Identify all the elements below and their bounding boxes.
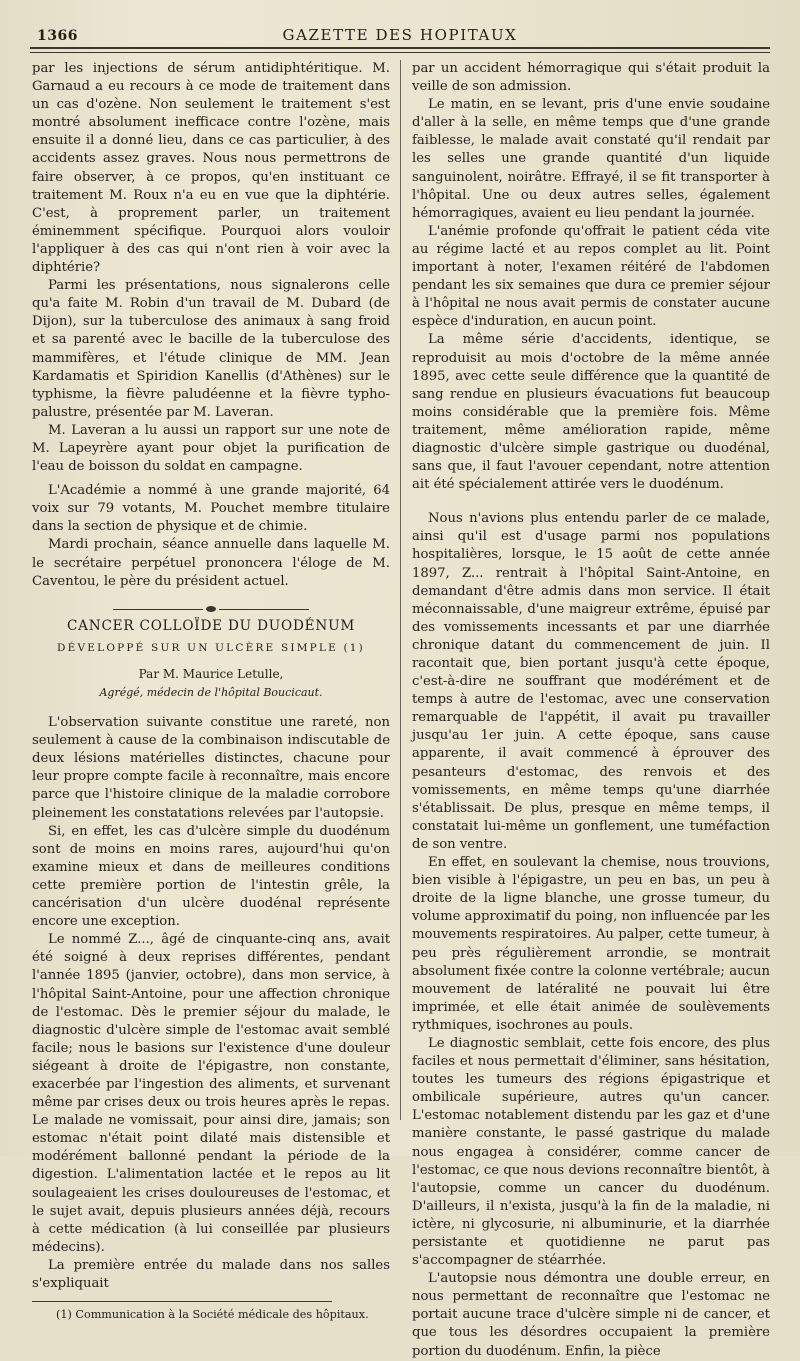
column-divider <box>400 60 401 1120</box>
paragraph: La même série d'accidents, identique, se reproduisit au mois d'octobre de la même année 1895, avec cette seule différence que la quantité de sang rendue en plusieurs évacuations fut beaucoup moins considérable que la première fois. Même traitement, même amélioration rapide, même diagnostic d'ulcère simple gastrique ou duodénal, sans que, il faut l'avouer cependant, notre attention ait été spécialement attirée vers le duodénum. <box>412 332 770 493</box>
paragraph: par les injections de sérum antidiphtéritique. M. Garnaud a eu recours à ce mode de traitement dans un cas d'ozène. Non seulement le traitement s'est montré absolument inefficace contre l'ozène, mais ensuite il a donné lieu, dans ce cas particulier, à des accidents assez graves. Nous nous permettrons de faire observer, à ce propos, qu'en instituant ce traitement M. Roux n'a eu en vue que la diphtérie. C'est, à proprement parler, un traitement éminemment spécifique. Pourquoi alors vouloir l'appliquer à des cas qui n'ont rien à voir avec la diphtérie? <box>32 61 390 276</box>
paragraph: En effet, en soulevant la chemise, nous trouvions, bien visible à l'épigastre, un peu en bas, un peu à droite de la ligne blanche, une grosse tumeur, du volume approximatif du poing, non influencée par les mouvements respiratoires. Au palper, cette tumeur, à peu près régulièrement arrondie, se montrait absolument fixée contre la colonne vertébrale; aucun mouvement de latéralité ne pouvait lui être imprimée, et elle était animée de soulèvements rythmiques, isochrones au pouls. <box>412 855 770 1033</box>
footnote: (1) Communication à la Société médicale des hôpitaux. <box>56 1308 369 1322</box>
page-header <box>30 24 770 46</box>
article-title: CANCER COLLOÏDE DU DUODÉNUM <box>66 617 356 634</box>
paragraph: Le diagnostic semblait, cette fois encore, des plus faciles et nous permettait d'éliminer, sans hésitation, toutes les tumeurs des régions épigastrique et ombilicale supérieure, autres qu'un cancer. L'estomac notablement distendu par les gaz et d'une manière constante, le passé gastrique du malade nous engagea à considérer, comme cancer de l'estomac, ce que nous devions reconnaître bientôt, à l'autopsie, comme un cancer du duodénum. D'ailleurs, il n'exista, jusqu'à la fin de la maladie, ni ictère, ni glycosurie, ni albuminurie, et la diarrhée persistante et quotidienne ne parut pas s'accompagner de stéarrhée. <box>412 1035 770 1269</box>
paragraph: Si, en effet, les cas d'ulcère simple du duodénum sont de moins en moins rares, aujourd'hui qu'on examine mieux et dans de meilleures conditions cette première portion de l'intestin grêle, la cancérisation d'un ulcère duodénal représente encore une exception. <box>32 823 390 930</box>
paragraph: M. Laveran a lu aussi un rapport sur une note de M. Lapeyrère ayant pour objet la purification de l'eau de boisson du soldat en campagne. <box>32 422 390 475</box>
paragraph: Le matin, en se levant, pris d'une envie soudaine d'aller à la selle, en même temps que d'une grande faiblesse, le malade avait constaté qu'il rendait par les selles une grande quantité d'un liquide sanguinolent, noirâtre. Effrayé, il se fit transporter à l'hôpital. Une ou deux autres selles, également hémorragiques, avaient eu lieu pendant la journée. <box>412 97 770 221</box>
footnote-rule <box>32 1301 332 1302</box>
right-column <box>412 60 770 1361</box>
paragraph: par un accident hémorragique qui s'était produit la veille de son admission. <box>412 61 770 95</box>
section-separator <box>32 601 390 609</box>
article-subtitle: DÉVELOPPÉ SUR UN ULCÈRE SIMPLE (1) <box>57 641 365 654</box>
left-column <box>32 60 390 1322</box>
paragraph: L'anémie profonde qu'offrait le patient céda vite au régime lacté et au repos complet au lit. Point important à noter, l'examen réitéré de l'abdomen pendant les six semaines que dura ce premier séjour à l'hôpital ne nous avait permis de constater aucune espèce d'induration, en aucun point. <box>412 223 770 330</box>
article-author: Par M. Maurice Letulle, <box>138 666 284 681</box>
author-affiliation: Agrégé, médecin de l'hôpital Boucicaut. <box>99 686 323 699</box>
paragraph: Parmi les présentations, nous signalerons celle qu'a faite M. Robin d'un travail de M. Dubard (de Dijon), sur la tuberculose des animaux à sang froid et sa parenté avec le bacille de la tuberculose des mammifères, et l'étude clinique de MM. Jean Kardamatis et Spiridion Kanellis (d'Athènes) sur le typhisme, la fièvre paludéenne et la fièvre typho-palustre, présentée par M. Laveran. <box>32 278 390 420</box>
page-number: 1366 <box>37 28 78 44</box>
paragraph: L'Académie a nommé à une grande majorité, 64 voix sur 79 votants, M. Pouchet membre titulaire dans la section de physique et de chimie. <box>32 483 390 535</box>
paragraph: Le nommé Z..., âgé de cinquante-cinq ans, avait été soigné à deux reprises différentes, pendant l'année 1895 (janvier, octobre), dans mon service, à l'hôpital Saint-Antoine, pour une affection chronique de l'estomac. Dès le premier séjour du malade, le diagnostic d'ulcère simple de l'estomac avait semblé facile; nous le basions sur l'existence d'une douleur siégeant à droite de l'épigastre, non constante, exacerbée par l'ingestion des aliments, et survenant même par crises deux ou trois heures après le repas. Le malade ne vomissait, pour ainsi dire, jamais; son estomac n'était point dilaté mais distensible et modérément ballonné pendant la période de la digestion. L'alimentation lactée et le repos au lit soulageaient les crises douloureuses de l'estomac, et le sujet avait, depuis plusieurs années déjà, recours à cette médication (à lui conseillée par plusieurs médecins). <box>32 932 390 1255</box>
header-rule <box>30 47 770 49</box>
paragraph: Mardi prochain, séance annuelle dans laquelle M. le secrétaire perpétuel prononcera l'éloge de M. Caventou, le père du président actuel. <box>32 537 390 589</box>
header-rule-thin <box>30 52 770 53</box>
paragraph: L'observation suivante constitue une rareté, non seulement à cause de la combinaison indiscutable de deux lésions matérielles distinctes, chacune pour leur propre compte facile à reconnaître, mais encore parce que l'histoire clinique de la maladie corrobore pleinement les constatations relevées par l'autopsie. <box>32 715 390 821</box>
paragraph: Nous n'avions plus entendu parler de ce malade, ainsi qu'il est d'usage parmi nos populations hospitalières, lorsque, le 15 août de cette année 1897, Z... rentrait à l'hôpital Saint-Antoine, en demandant d'être admis dans mon service. Il était méconnaissable, d'une maigreur extrême, épuisé par des vomissements incessants et par une diarrhée chronique datant du commencement de juin. Il racontait que, bien portant jusqu'à cette époque, c'est-à-dire ne souffrant que modérément et de temps à autre de l'estomac, avec une conservation remarquable de l'appétit, il avait pu travailler jusqu'au 1er juin. A cette époque, sans cause apparente, il avait commencé à éprouver des pesanteurs d'estomac, des renvois et des vomissements, en même temps qu'une diarrhée s'établissait. De plus, presque en même temps, il constatait lui-même un gonflement, une tuméfaction de son ventre. <box>412 511 770 852</box>
paragraph: L'autopsie nous démontra une double erreur, en nous permettant de reconnaître que l'estomac ne portait aucune trace d'ulcère simple ni de cancer, et que tous les désordres occupaient la première portion du duodénum. Enfin, la pièce <box>412 1271 770 1359</box>
paragraph: La première entrée du malade dans nos salles s'expliquait <box>32 1257 390 1291</box>
journal-title: GAZETTE DES HOPITAUX <box>282 26 518 44</box>
